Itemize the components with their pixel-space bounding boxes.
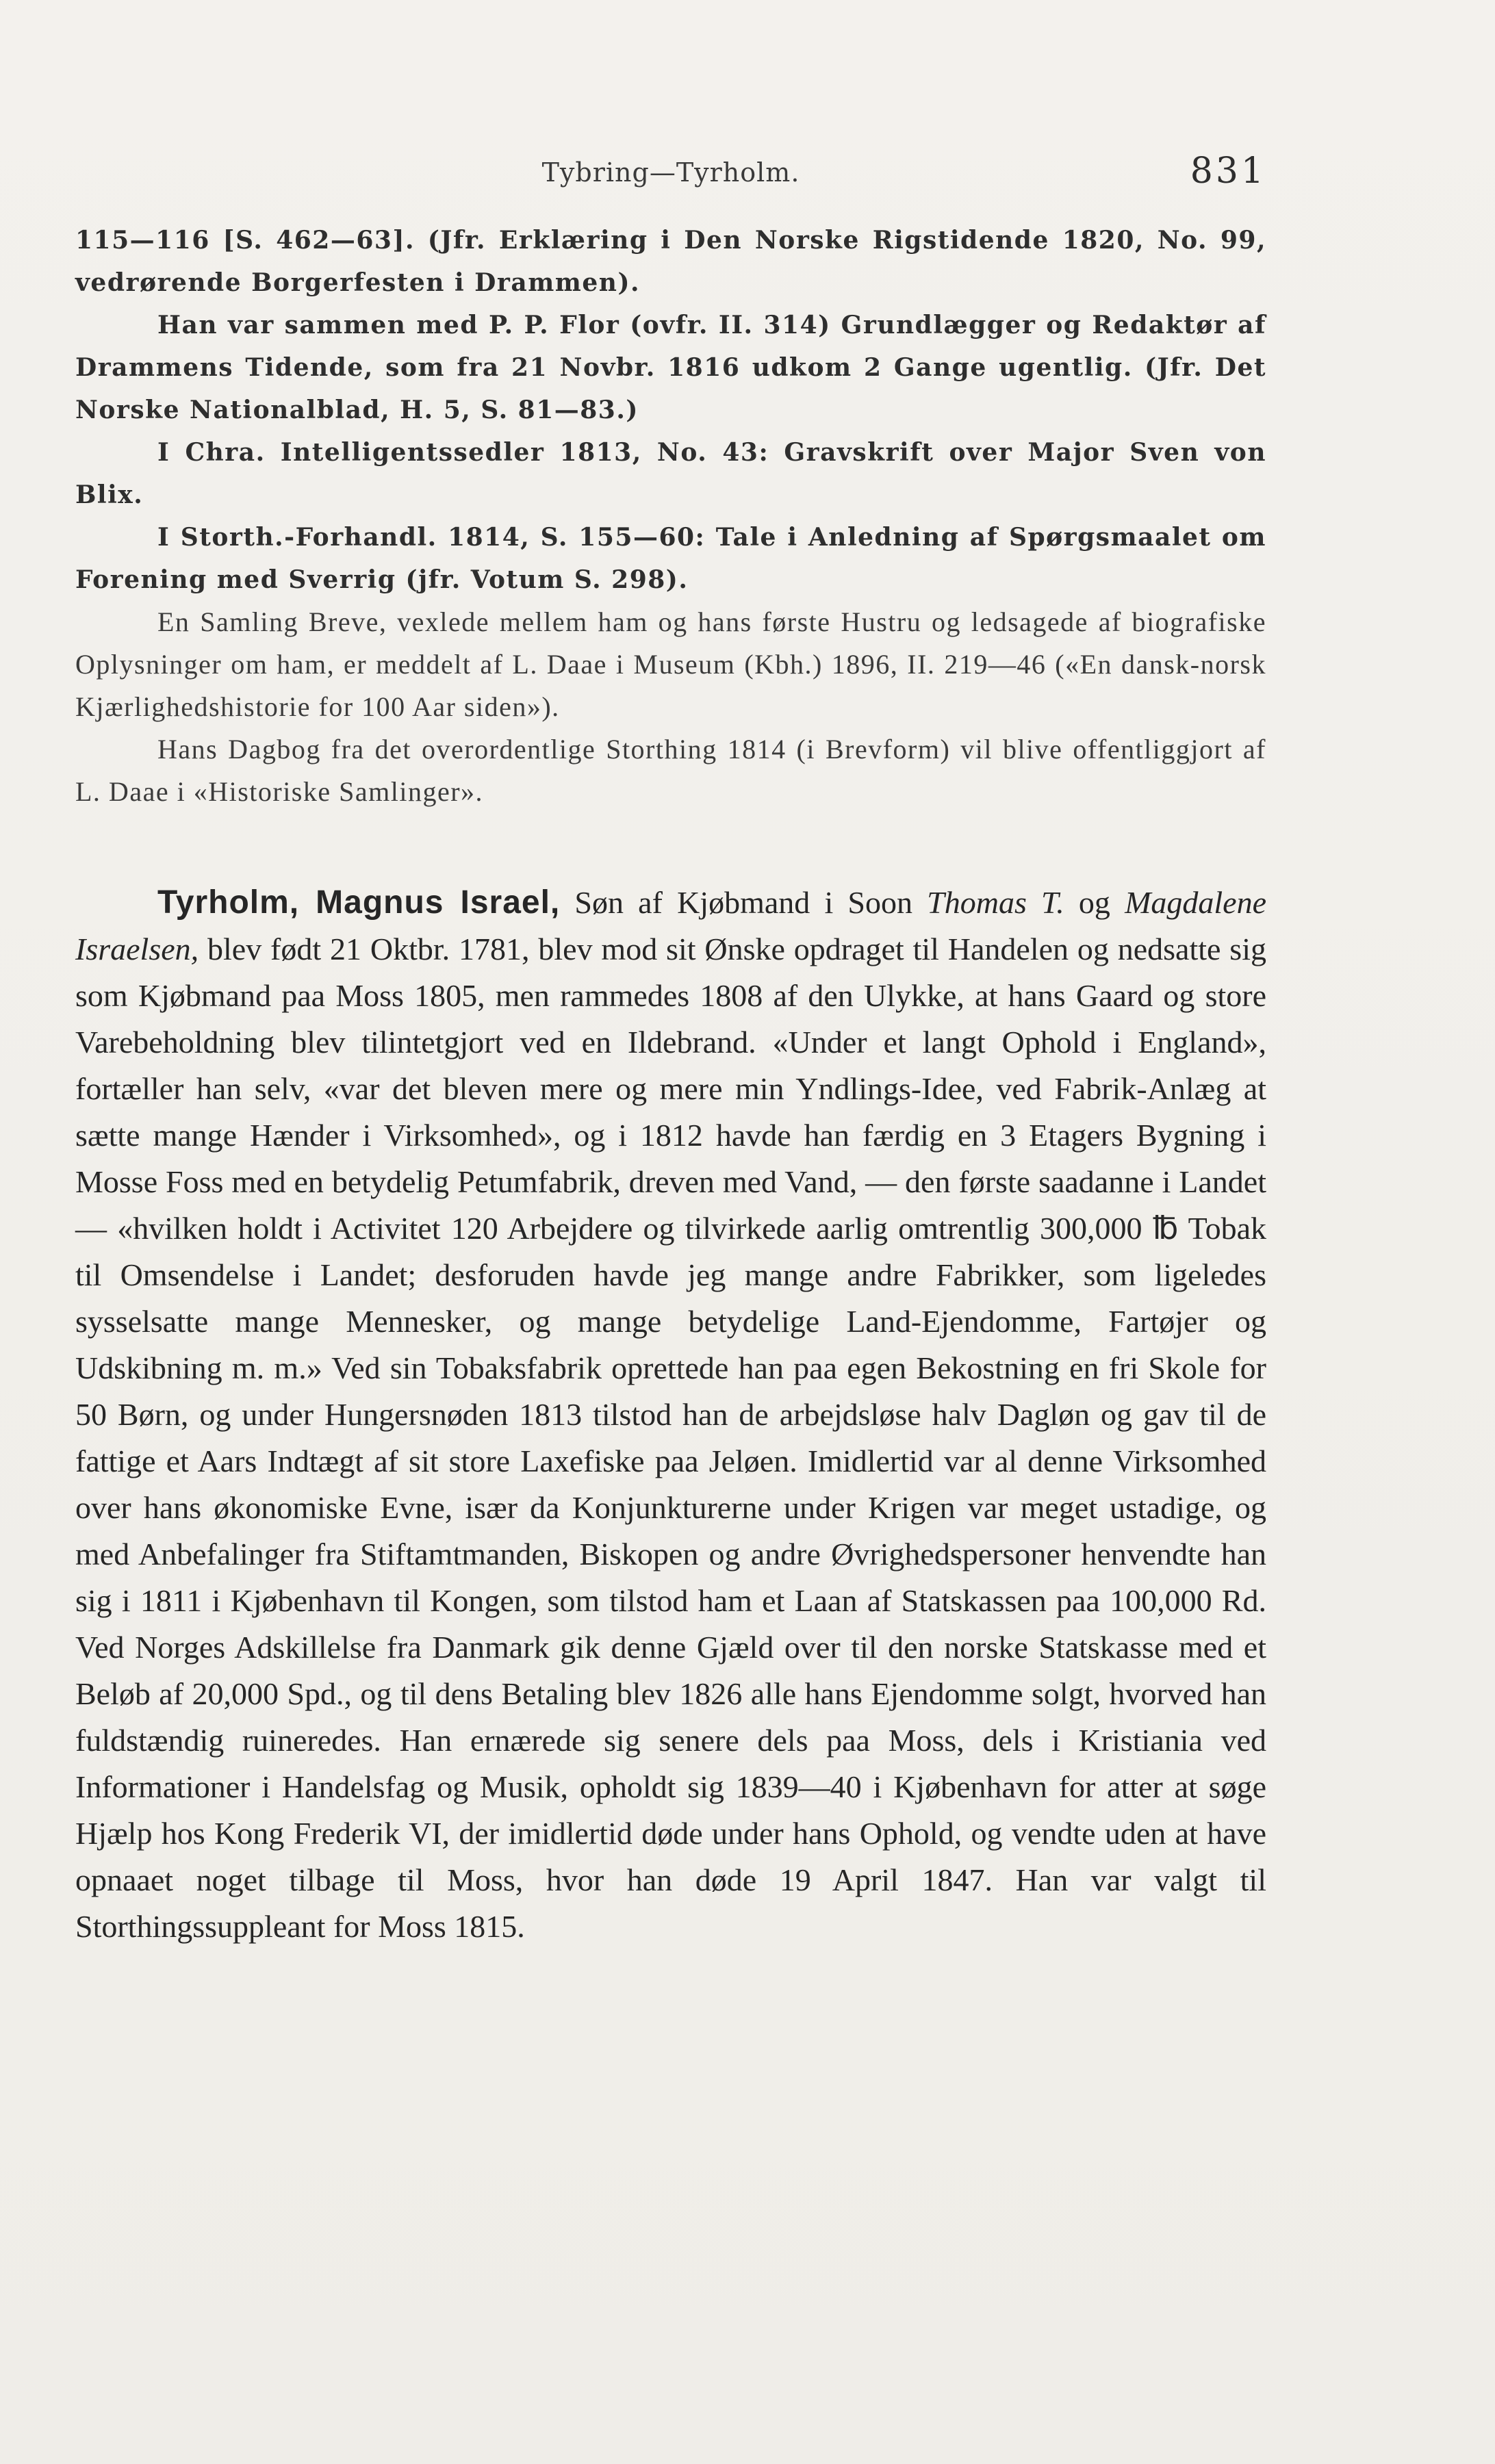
notes-section (75, 219, 1266, 813)
mother-name: Magdalene Israelsen, (75, 885, 1266, 966)
conjunction-text: og (1064, 885, 1125, 920)
father-name: Thomas T. (927, 885, 1064, 920)
note-paragraph: I Chra. Intelligentssedler 1813, No. 43: Gravskrift over Major Sven von Blix. (75, 438, 1266, 509)
entry-heading: Tyrholm, Magnus Israel, (157, 884, 561, 921)
body-text: blev født 21 Oktbr. 1781, blev mod sit Ønske opdraget til Handelen og nedsatte sig som Kjøbmand paa Moss 1805, men rammedes 1808 af den Ulykke, at hans Gaard og store Varebeholdning blev tilintetgjort ved en Ildebrand. «Under et langt Ophold i England», fortæller han selv, «var det bleven mere og mere min Yndlings-Idee, ved Fabrik-Anlæg at sætte mange Hænder i Virksomhed», og i 1812 havde han færdig en 3 Etagers Bygning i Mosse Foss med en betydelig Petumfabrik, dreven med Vand, — den første saadanne i Landet — «hvilken holdt i Activitet 120 Arbejdere og tilvirkede aarlig omtrentlig 300,000 ℔ Tobak til Omsendelse i Landet; desforuden havde jeg mange andre Fabrikker, som ligeledes sysselsatte mange Mennesker, og mange betydelige Land-Ejendomme, Fartøjer og Udskibning m. m.» Ved sin Tobaksfabrik oprettede han paa egen Bekostning en fri Skole for 50 Børn, og under Hungersnøden 1813 tilstod han de arbejdsløse halv Dagløn og gav til de fattige et Aars Indtægt af sit store Laxefiske paa Jeløen. Imidlertid var al denne Virksomhed over hans økonomiske Evne, især da Konjunkturerne under Krigen var meget ustadige, og med Anbefalinger fra Stiftamtmanden, Biskopen og andre Øvrighedspersoner henvendte han sig i 1811 i Kjøbenhavn til Kongen, som tilstod ham et Laan af Statskassen paa 100,000 Rd. Ved Norges Adskillelse fra Danmark gik denne Gjæld over til den norske Statskasse med et Beløb af 20,000 Spd., og til dens Betaling blev 1826 alle hans Ejendomme solgt, hvorved han fuldstændig ruineredes. Han ernærede sig senere dels paa Moss, dels i Kristiania ved Informationer i Handelsfag og Musik, opholdt sig 1839—40 i Kjøbenhavn for atter at søge Hjælp hos Kong Frederik VI, der imidlertid døde under hans Ophold, og vendte uden at have opnaaet noget tilbage til Moss, hvor han døde 19 April 1847. Han var valgt til Storthingssuppleant for Moss 1815. (75, 932, 1266, 1944)
page-number: 831 (1190, 151, 1266, 192)
running-title: Tybring—Tyrholm. (541, 157, 800, 188)
note-paragraph: Han var sammen med P. P. Flor (ovfr. II. 314) Grundlægger og Redaktør af Drammens Tidende, som fra 21 Novbr. 1816 udkom 2 Gange ugentlig. (Jfr. Det Norske Nationalblad, H. 5, S. 81—83.) (75, 311, 1266, 424)
running-head (75, 151, 1266, 198)
intro-text: Søn af Kjøbmand i Soon (560, 885, 928, 920)
note-paragraph: En Samling Breve, vexlede mellem ham og hans første Hustru og ledsagede af biografiske Oplysninger om ham, er meddelt af L. Daae i Museum (Kbh.) 1896, II. 219—46 («En dansk-norsk Kjærlighedshistorie for 100 Aar siden»). (75, 606, 1266, 722)
note-paragraph: I Storth.-Forhandl. 1814, S. 155—60: Tale i Anledning af Spørgsmaalet om Forening med Sverrig (jfr. Votum S. 298). (75, 523, 1266, 594)
note-paragraph: 115—116 [S. 462—63]. (Jfr. Erklæring i Den Norske Rigstidende 1820, No. 99, vedrørende Borgerfesten i Drammen). (75, 226, 1266, 297)
biography-paragraph (75, 880, 1266, 1950)
note-paragraph: Hans Dagbog fra det overordentlige Storthing 1814 (i Brevform) vil blive offentliggjort af L. Daae i «Historiske Samlinger». (75, 734, 1266, 807)
biography-article (75, 880, 1266, 1950)
